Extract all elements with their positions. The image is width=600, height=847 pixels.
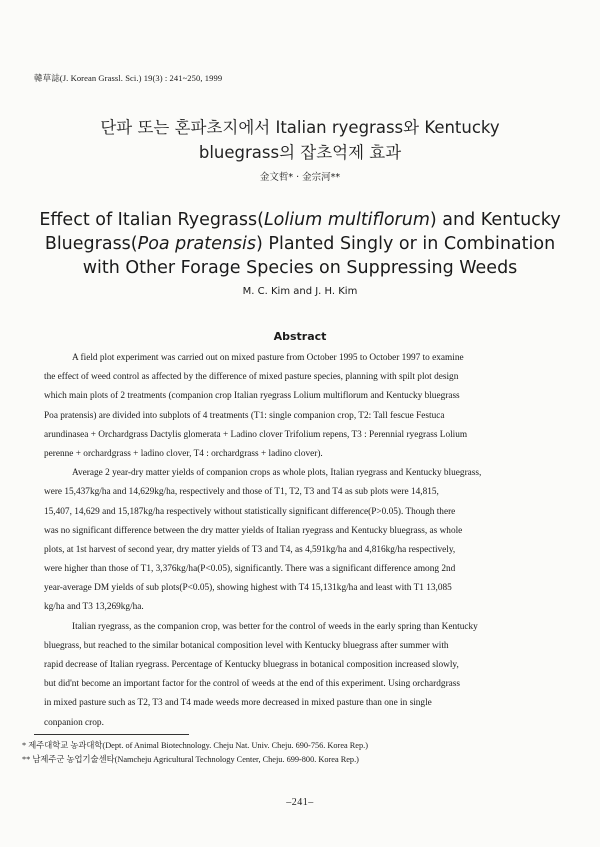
english-title-line1: Effect of Italian Ryegrass(Lolium multiflorum) and Kentucky [39, 210, 561, 230]
abstract-line: which main plots of 2 treatments (companion crop Italian ryegrass Lolium multiflorum and Kentucky bluegrass [44, 391, 460, 402]
footnote-1: * 제주대학교 농과대학(Dept. of Animal Biotechnology. Cheju Nat. Univ. Cheju. 690-756. Korea Rep.) [22, 741, 368, 750]
abstract-line: were higher than those of T1, 3,376kg/ha(P<0.05), significantly. There was a significant difference among 2nd [44, 564, 456, 575]
abstract-line: 15,407, 14,629 and 15,187kg/ha respectively without statistically significant difference(P>0.05). Though there [44, 506, 456, 517]
abstract-line: perenne + orchardgrass + ladino clover, T4 : orchardgrass + ladino clover). [44, 448, 323, 459]
korean-authors: 金文哲* · 金宗河** [259, 172, 341, 183]
abstract-body [44, 349, 551, 733]
abstract-line: Average 2 year-dry matter yields of companion crops as whole plots, Italian ryegrass and Kentucky bluegrass, [72, 468, 482, 479]
korean-title-line1: 단파 또는 혼파초지에서 Italian ryegrass와 Kentucky [100, 118, 500, 137]
english-title-line2: Bluegrass(Poa pratensis) Planted Singly or in Combination [44, 234, 556, 254]
abstract-line: year-average DM yields of sub plots(P<0.05), showing highest with T4 15,131kg/ha and least with T1 13,085 [44, 583, 452, 594]
journal-header: 韓草誌(J. Korean Grassl. Sci.) 19(3) : 241~250, 1999 [34, 73, 223, 83]
abstract-line: the effect of weed control as affected by the difference of mixed pasture species, planning with spilt plot design [44, 372, 459, 383]
abstract-line: Italian ryegrass, as the companion crop, was better for the control of weeds in the early spring than Kentucky [72, 621, 478, 632]
abstract-line: arundinasea + Orchardgrass Dactylis glomerata + Ladino clover Trifolium repens, T3 : Perennial ryegrass Lolium [44, 429, 468, 440]
abstract-line: but did'nt become an important factor for the control of weeds at the end of this experiment. Using orchardgrass [44, 679, 461, 690]
abstract-line: were 15,437kg/ha and 14,629kg/ha, respectively and those of T1, T2, T3 and T4 as sub plots were 14,815, [44, 487, 439, 498]
english-title-line3: with Other Forage Species on Suppressing Weeds [82, 258, 518, 278]
abstract-line: rapid decrease of Italian ryegrass. Percentage of Kentucky bluegrass in botanical composition increased slowly, [44, 660, 459, 670]
page-number: –241– [286, 797, 314, 808]
abstract-heading: Abstract [273, 330, 327, 343]
abstract-line: bluegrass, but reached to the similar botanical composition level with Kentucky bluegrass after summer with [44, 640, 449, 651]
abstract-line: plots, at 1st harvest of second year, dry matter yields of T3 and T4, as 4,591kg/ha and 4,816kg/ha respectively, [44, 544, 456, 555]
abstract-line: Poa pratensis) are divided into subplots of 4 treatments (T1: single companion crop, T2: Tall fescue Festuca [44, 410, 445, 421]
abstract-line: in mixed pasture such as T2, T3 and T4 made weeds more decreased in mixed pasture than one in single [44, 698, 432, 709]
abstract-line: kg/ha and T3 13,269kg/ha. [44, 602, 144, 613]
abstract-line: conpanion crop. [44, 717, 104, 728]
footnote-divider [34, 734, 189, 735]
abstract-line: A field plot experiment was carried out on mixed pasture from October 1995 to October 1997 to examine [72, 353, 464, 363]
korean-title-line2: bluegrass의 잡초억제 효과 [198, 143, 402, 162]
english-authors: M. C. Kim and J. H. Kim [242, 286, 358, 297]
footnote-2: ** 남제주군 농업기술센타(Namcheju Agricultural Technology Center, Cheju. 699-800. Korea Rep.) [22, 755, 359, 764]
abstract-line: was no significant difference between the dry matter yields of Italian ryegrass and Kentucky bluegrass, as whole [44, 525, 463, 536]
